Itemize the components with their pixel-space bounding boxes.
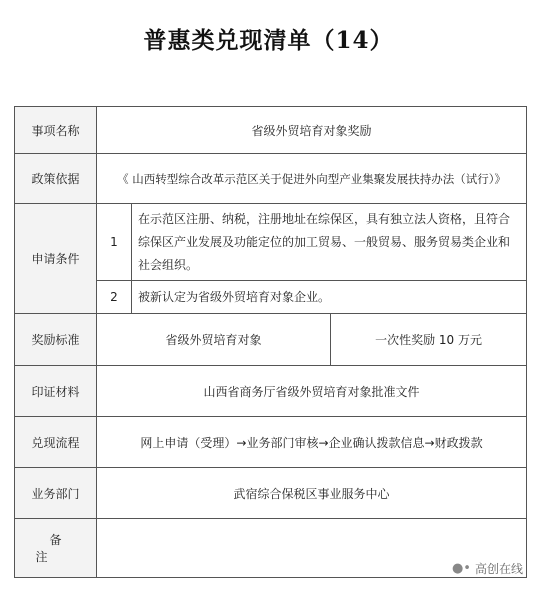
remark-label-cell <box>15 519 97 578</box>
proof-value: 山西省商务厅省级外贸培育对象批准文件 <box>97 366 527 417</box>
department-value: 武宿综合保税区事业服务中心 <box>97 468 527 519</box>
row-policy <box>15 154 527 204</box>
watermark-text: 高创在线 <box>474 562 523 576</box>
page-title: 普惠类兑现清单（14） <box>143 27 394 54</box>
department-label: 业务部门 <box>15 468 97 519</box>
item-name-value: 省级外贸培育对象奖励 <box>97 107 527 154</box>
row-process <box>15 417 527 468</box>
condition-2-text: 被新认定为省级外贸培育对象企业。 <box>132 281 527 314</box>
policy-value: 《 山西转型综合改革示范区关于促进外向型产业集聚发展扶持办法（试行）》 <box>97 154 527 204</box>
benefit-table <box>14 106 527 578</box>
process-value: 网上申请（受理）→业务部门审核→企业确认拨款信息→财政拨款 <box>97 417 527 468</box>
condition-2-number: 2 <box>97 281 132 314</box>
proof-label: 印证材料 <box>15 366 97 417</box>
policy-label: 政策依据 <box>15 154 97 204</box>
remark-label: 备注 <box>35 533 90 564</box>
row-remark <box>15 519 527 578</box>
watermark <box>452 560 523 577</box>
row-reward <box>15 314 527 366</box>
row-proof <box>15 366 527 417</box>
row-department <box>15 468 527 519</box>
conditions-label: 申请条件 <box>15 204 97 314</box>
row-condition-1 <box>15 204 527 281</box>
wechat-icon: ●• <box>451 561 471 576</box>
condition-1-text: 在示范区注册、纳税，注册地址在综保区，具有独立法人资格，且符合综保区产业发展及功能定位的加工贸易、一般贸易、服务贸易类企业和社会组织。 <box>132 204 527 281</box>
process-label: 兑现流程 <box>15 417 97 468</box>
row-item-name <box>15 107 527 154</box>
item-name-label: 事项名称 <box>15 107 97 154</box>
reward-label: 奖励标准 <box>15 314 97 366</box>
reward-target: 省级外贸培育对象 <box>97 314 331 366</box>
condition-1-number: 1 <box>97 204 132 281</box>
reward-amount: 一次性奖励 10 万元 <box>331 314 527 366</box>
